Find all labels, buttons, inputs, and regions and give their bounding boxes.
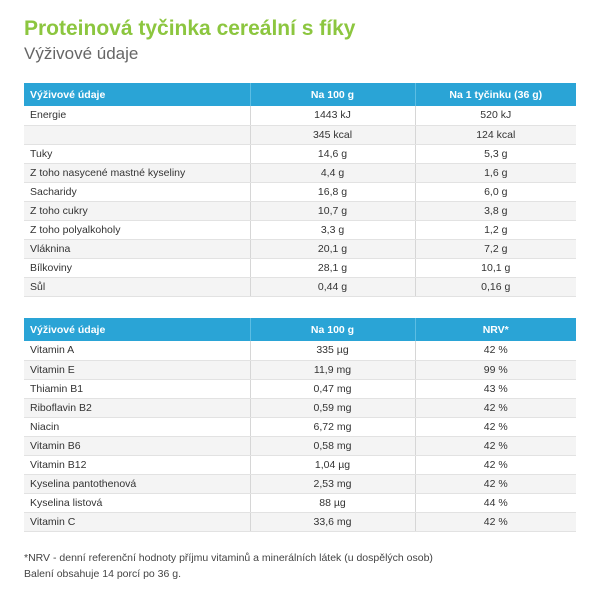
- table-row: [24, 220, 576, 239]
- nrv-percent: 42 %: [415, 398, 576, 417]
- column-header-per-bar: Na 1 tyčinku (36 g): [415, 83, 576, 106]
- table-row: [24, 360, 576, 379]
- vitamin-name: Vitamin C: [24, 512, 250, 531]
- table-row: [24, 144, 576, 163]
- value-per-bar: 3,8 g: [415, 201, 576, 220]
- nutrient-name: Z toho nasycené mastné kyseliny: [24, 163, 250, 182]
- vitamin-name: Riboflavin B2: [24, 398, 250, 417]
- nutrient-name: Sůl: [24, 277, 250, 296]
- value-per-100g: 88 µg: [250, 493, 415, 512]
- value-per-bar: 520 kJ: [415, 106, 576, 125]
- vitamin-name: Vitamin A: [24, 341, 250, 360]
- vitamin-name: Vitamin E: [24, 360, 250, 379]
- value-per-100g: 0,47 mg: [250, 379, 415, 398]
- table-row: [24, 125, 576, 144]
- nrv-percent: 42 %: [415, 436, 576, 455]
- table-row: [24, 493, 576, 512]
- page-subtitle: Výživové údaje: [24, 44, 139, 63]
- value-per-100g: 0,59 mg: [250, 398, 415, 417]
- table-header-row: [24, 83, 576, 106]
- nrv-percent: 42 %: [415, 417, 576, 436]
- nrv-percent: 42 %: [415, 341, 576, 360]
- table-row: [24, 182, 576, 201]
- nutrition-table: [24, 83, 576, 297]
- table-header-row: [24, 318, 576, 341]
- column-header-per-100g: Na 100 g: [250, 83, 415, 106]
- table-row: [24, 201, 576, 220]
- table-row: [24, 163, 576, 182]
- value-per-bar: 124 kcal: [415, 125, 576, 144]
- value-per-100g: 16,8 g: [250, 182, 415, 201]
- value-per-bar: 1,6 g: [415, 163, 576, 182]
- value-per-bar: 10,1 g: [415, 258, 576, 277]
- nrv-percent: 43 %: [415, 379, 576, 398]
- nutrient-name: Vláknina: [24, 239, 250, 258]
- value-per-bar: 0,16 g: [415, 277, 576, 296]
- value-per-100g: 10,7 g: [250, 201, 415, 220]
- table-row: [24, 417, 576, 436]
- nrv-percent: 44 %: [415, 493, 576, 512]
- value-per-100g: 4,4 g: [250, 163, 415, 182]
- table-row: [24, 436, 576, 455]
- table-row: [24, 106, 576, 125]
- nrv-percent: 99 %: [415, 360, 576, 379]
- table-row: [24, 379, 576, 398]
- value-per-100g: 3,3 g: [250, 220, 415, 239]
- value-per-100g: 11,9 mg: [250, 360, 415, 379]
- table-row: [24, 455, 576, 474]
- table-row: [24, 398, 576, 417]
- nrv-percent: 42 %: [415, 455, 576, 474]
- nutrient-name: Sacharidy: [24, 182, 250, 201]
- vitamin-name: Vitamin B6: [24, 436, 250, 455]
- table-row: [24, 341, 576, 360]
- nrv-percent: 42 %: [415, 474, 576, 493]
- table-row: [24, 239, 576, 258]
- column-header-nutrient: Výživové údaje: [24, 318, 250, 341]
- nutrient-name: Z toho polyalkoholy: [24, 220, 250, 239]
- value-per-100g: 1443 kJ: [250, 106, 415, 125]
- nutrient-name: Z toho cukry: [24, 201, 250, 220]
- vitamins-table: [24, 318, 576, 532]
- vitamin-name: Kyselina pantothenová: [24, 474, 250, 493]
- nutrient-name: [24, 125, 250, 144]
- table-row: [24, 258, 576, 277]
- value-per-100g: 0,58 mg: [250, 436, 415, 455]
- value-per-100g: 20,1 g: [250, 239, 415, 258]
- value-per-100g: 28,1 g: [250, 258, 415, 277]
- value-per-100g: 6,72 mg: [250, 417, 415, 436]
- vitamin-name: Niacin: [24, 417, 250, 436]
- vitamin-name: Thiamin B1: [24, 379, 250, 398]
- nutrient-name: Bílkoviny: [24, 258, 250, 277]
- value-per-bar: 6,0 g: [415, 182, 576, 201]
- value-per-100g: 2,53 mg: [250, 474, 415, 493]
- value-per-100g: 335 µg: [250, 341, 415, 360]
- table-row: [24, 512, 576, 531]
- value-per-100g: 33,6 mg: [250, 512, 415, 531]
- footnote: [24, 550, 433, 582]
- nrv-percent: 42 %: [415, 512, 576, 531]
- table-row: [24, 277, 576, 296]
- value-per-bar: 1,2 g: [415, 220, 576, 239]
- table-row: [24, 474, 576, 493]
- value-per-100g: 0,44 g: [250, 277, 415, 296]
- vitamin-name: Vitamin B12: [24, 455, 250, 474]
- value-per-100g: 345 kcal: [250, 125, 415, 144]
- vitamin-name: Kyselina listová: [24, 493, 250, 512]
- package-note: Balení obsahuje 14 porcí po 36 g.: [24, 568, 182, 580]
- page-title: Proteinová tyčinka cereální s fíky: [24, 17, 356, 40]
- nutrient-name: Tuky: [24, 144, 250, 163]
- value-per-100g: 14,6 g: [250, 144, 415, 163]
- column-header-per-100g: Na 100 g: [250, 318, 415, 341]
- value-per-bar: 5,3 g: [415, 144, 576, 163]
- value-per-bar: 7,2 g: [415, 239, 576, 258]
- column-header-nrv: NRV*: [415, 318, 576, 341]
- nutrient-name: Energie: [24, 106, 250, 125]
- value-per-100g: 1,04 µg: [250, 455, 415, 474]
- nrv-footnote: *NRV - denní referenční hodnoty příjmu vitaminů a minerálních látek (u dospělých osob): [24, 552, 433, 564]
- column-header-nutrient: Výživové údaje: [24, 83, 250, 106]
